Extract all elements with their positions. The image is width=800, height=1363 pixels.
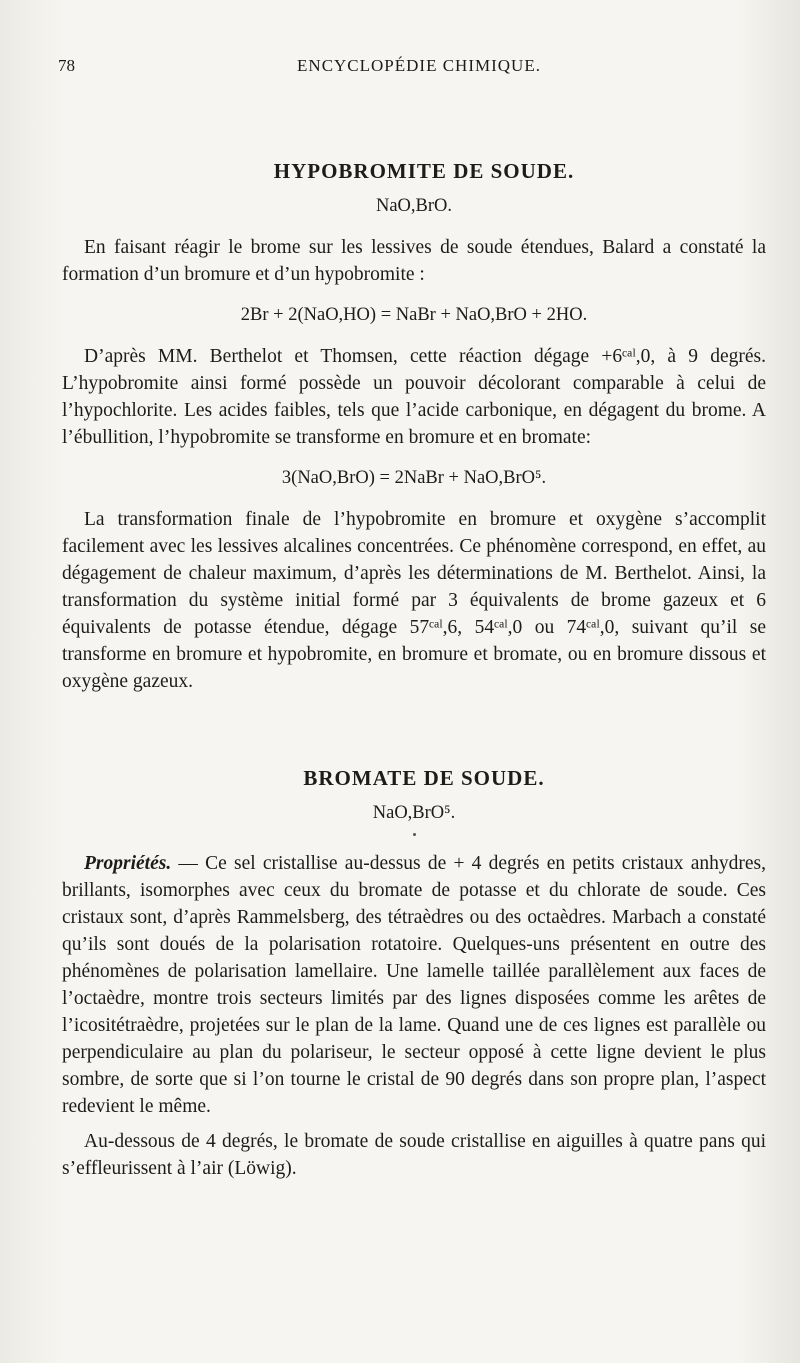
paragraph-proprietes — [62, 850, 766, 1120]
page-body — [62, 158, 766, 1182]
paragraph-lowig: Au-dessous de 4 degrés, le bromate de soude cristallise en aiguilles à quatre pans qui s’effleurissent à l’air (Löwig). — [62, 1131, 766, 1179]
section-title-hypobromite: HYPOBROMITE DE SOUDE. — [273, 159, 575, 183]
section-title-bromate: BROMATE DE SOUDE. — [303, 766, 545, 790]
formula-bromate: NaO,BrO⁵. — [372, 803, 456, 823]
paragraph-balard: En faisant réagir le brome sur les lessives de soude étendues, Balard a constaté la formation d’un bromure et d’un hypobromite : — [62, 237, 766, 285]
proprietes-text: — Ce sel cristallise au-dessus de + 4 degrés en petits cristaux anhydres, brillants, isomorphes avec ceux du bromate de potasse et du chlorate de soude. Ces cristaux sont, d’après Rammelsberg, des tétraèdres ou des octaèdres. Marbach a constaté qu’ils sont doués de la polarisation rotatoire. Quelques-uns présentent en outre des phénomènes de polarisation lamellaire. Une lamelle taillée parallèlement aux faces de l’octaèdre, montre trois secteurs limités par des lignes disposées comme les arêtes de l’icositétraèdre, projetées sur le plan de la lame. Quand une de ces lignes est parallèle ou perpendiculaire au plan du polariseur, le secteur opposé à cette ligne devient le plus sombre, de sorte que si l’on tourne le cristal de 90 degrés dans son propre plan, l’aspect redevient le même. — [62, 853, 766, 1117]
paragraph-berthelot-thomsen: D’après MM. Berthelot et Thomsen, cette réaction dégage +6ᶜᵃˡ,0, à 9 degrés. L’hypobromite ainsi formé possède un pouvoir décolorant comparable à celui de l’hypochlorite. Les acides faibles, tels que l’acide carbonique, en dégagent du brome. A l’ébullition, l’hypobromite se transforme en bromure et en bromate: — [62, 346, 766, 448]
paragraph-transformation: La transformation finale de l’hypobromite en bromure et oxygène s’accomplit facilement avec les lessives alcalines concentrées. Ce phénomène correspond, en effet, au dégagement de chaleur maximum, d’après les déterminations de M. Berthelot. Ainsi, la transformation du système initial formé par 3 équivalents de brome gazeux et 6 équivalents de potasse étendue, dégage 57ᶜᵃˡ,6, 54ᶜᵃˡ,0 ou 74ᶜᵃˡ,0, suivant qu’il se transforme en bromure et hypobromite, en bromure et bromate, ou en bromure dissous et oxygène gazeux. — [62, 509, 766, 692]
formula-hypobromite: NaO,BrO. — [375, 196, 453, 216]
page-header — [58, 56, 760, 82]
page-number: 78 — [58, 56, 75, 75]
equation-reaction-2: 3(NaO,BrO) = 2NaBr + NaO,BrO⁵. — [281, 468, 547, 488]
lead-proprietes: Propriétés. — [84, 853, 172, 874]
equation-reaction-1: 2Br + 2(NaO,HO) = NaBr + NaO,BrO + 2HO. — [240, 305, 588, 325]
running-title: ENCYCLOPÉDIE CHIMIQUE. — [297, 56, 541, 75]
dot-mark — [413, 833, 416, 836]
